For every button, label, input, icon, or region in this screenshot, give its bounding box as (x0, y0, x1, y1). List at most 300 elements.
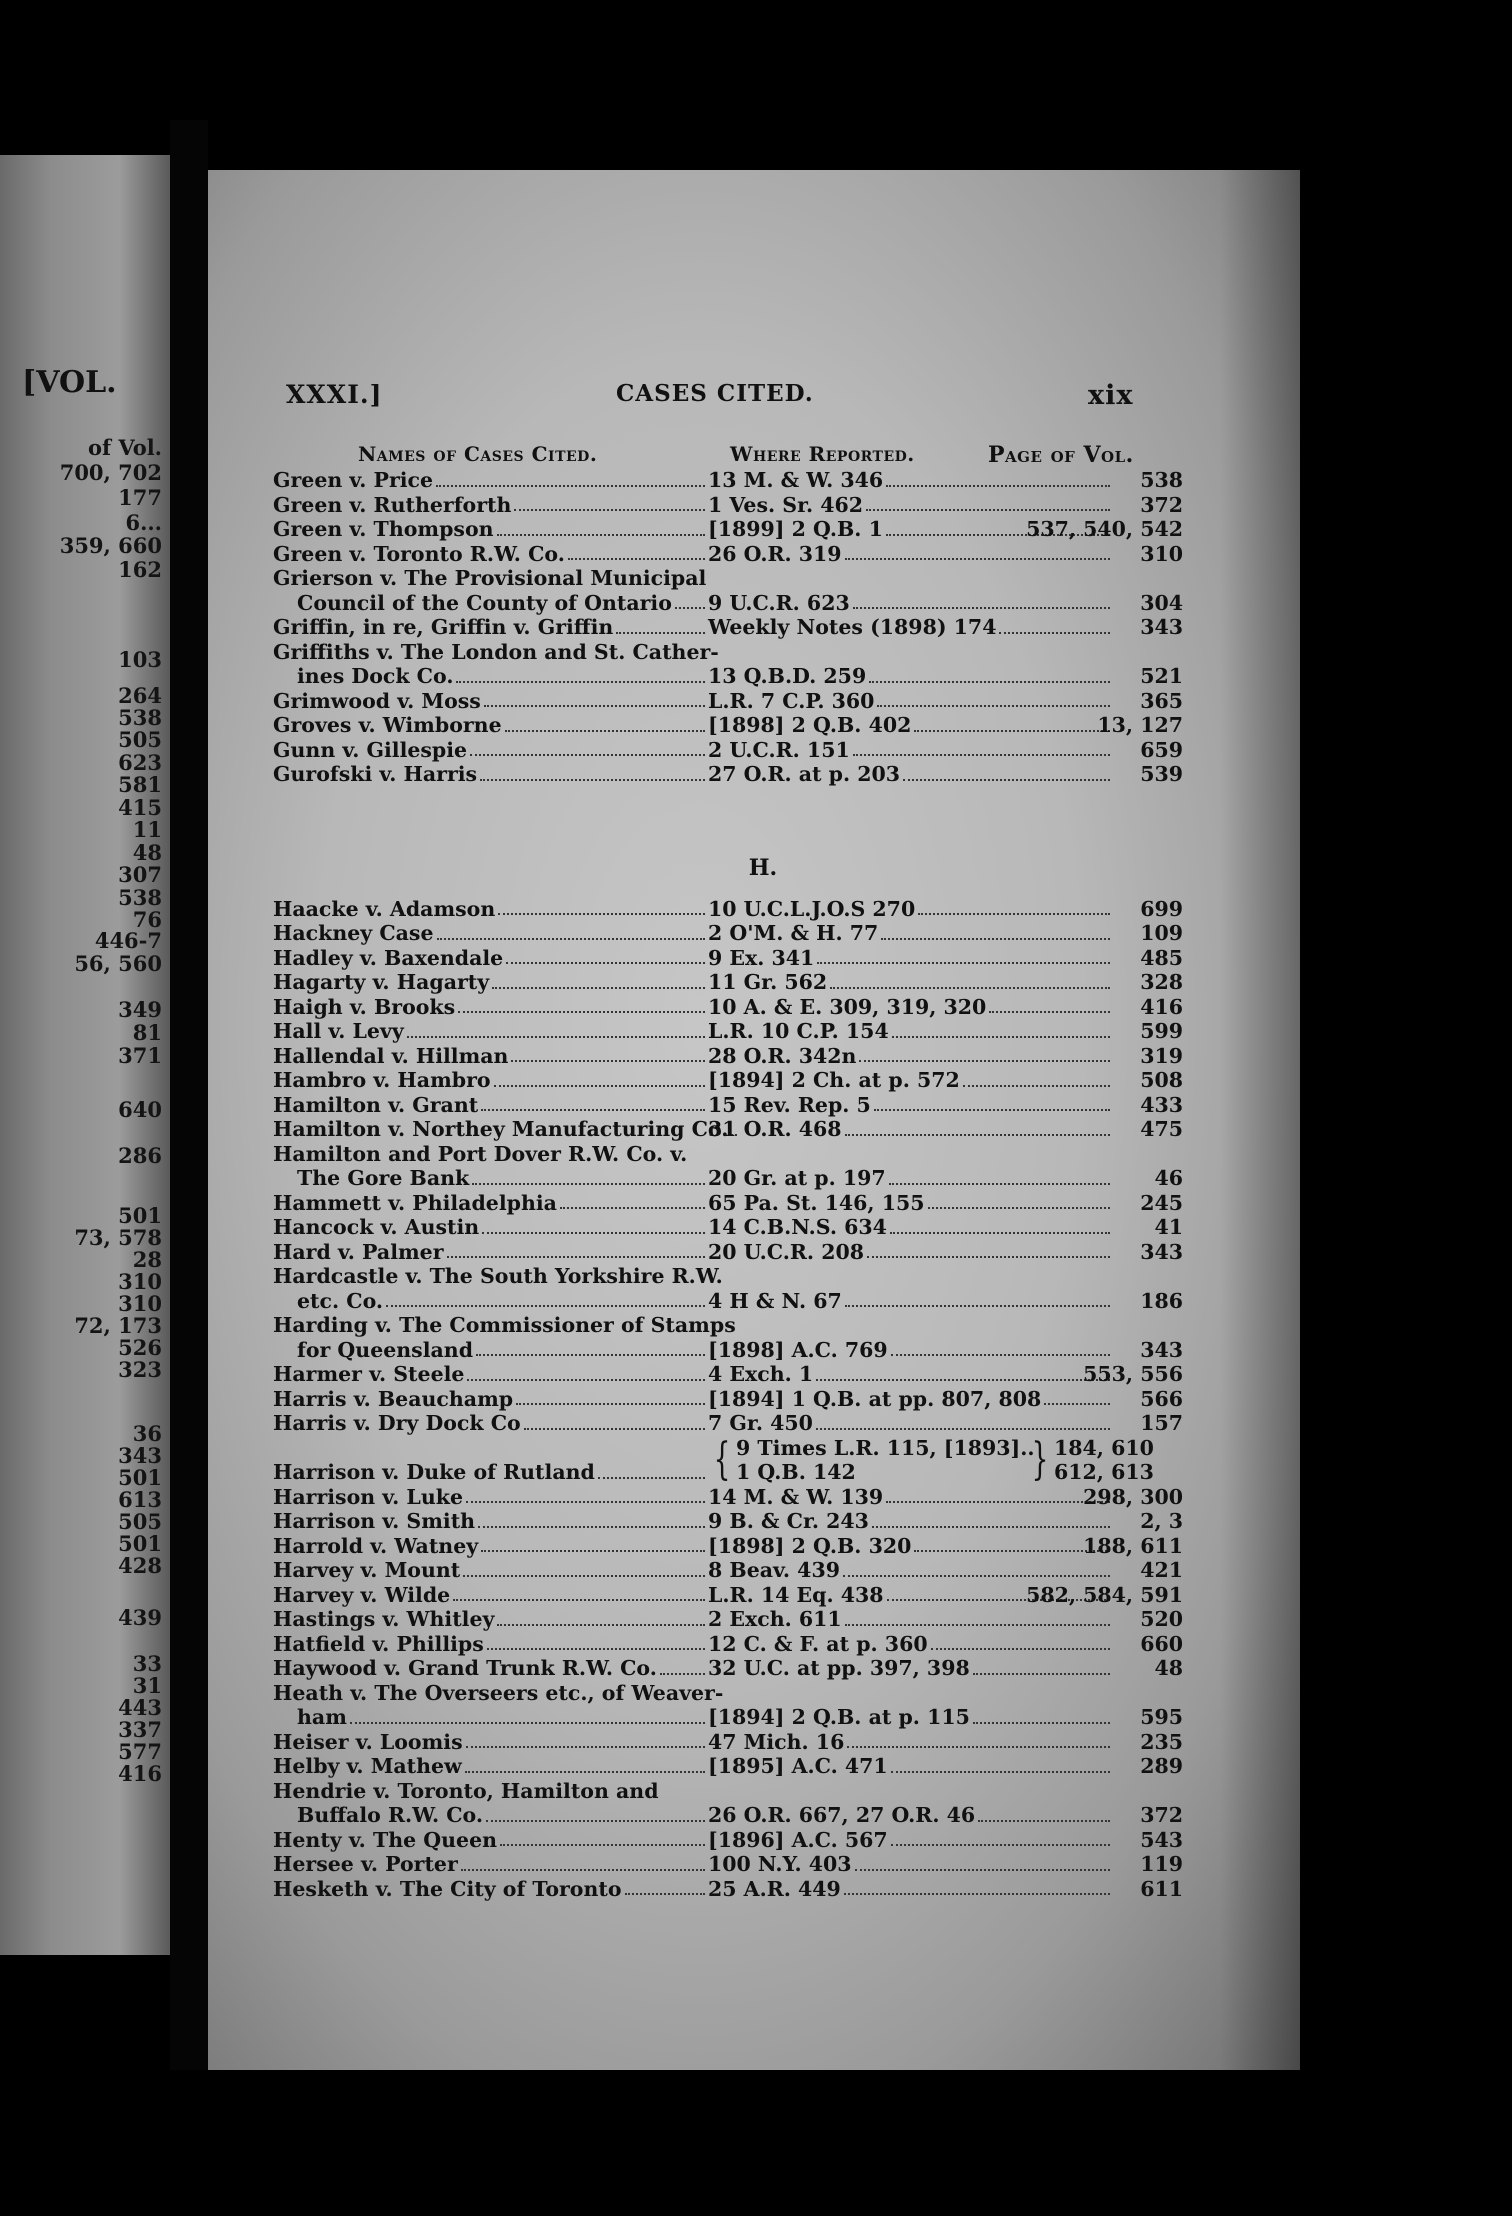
left-page-page-ref: 310 (118, 1291, 162, 1316)
case-name: Harvey v. Wilde (273, 1582, 451, 1607)
left-page-header: [VOL. (22, 365, 117, 400)
case-entry (273, 1044, 1253, 1069)
dot-leader (914, 1550, 1110, 1552)
page-reference: 245 (1140, 1190, 1183, 1215)
page-reference: 485 (1140, 945, 1183, 970)
dot-leader (877, 705, 1110, 707)
dot-leader (560, 1207, 705, 1209)
dot-leader (816, 1428, 1110, 1430)
case-entry (273, 1264, 1253, 1313)
dot-leader (869, 681, 1110, 683)
citation: [1894] 1 Q.B. at pp. 807, 808 (708, 1386, 1042, 1411)
citation: 9 U.C.R. 623 (708, 590, 850, 615)
left-page-page-ref: 6... (125, 510, 162, 535)
page-reference: 310 (1140, 541, 1183, 566)
left-page-page-ref: 623 (118, 750, 162, 775)
left-page-page-ref: 323 (118, 1357, 162, 1382)
right-page (208, 170, 1300, 2070)
dot-leader (511, 1060, 705, 1062)
left-page-page-ref: 56, 560 (74, 951, 162, 976)
case-name: Hatfield v. Phillips (273, 1631, 484, 1656)
citation: L.R. 7 C.P. 360 (708, 688, 875, 713)
column-header-page: Page of Vol. (988, 442, 1134, 468)
dot-leader (498, 913, 705, 915)
page-reference: 109 (1140, 921, 1183, 945)
citation: 1 Ves. Sr. 462 (708, 492, 864, 517)
dot-leader (890, 1232, 1110, 1234)
case-name: Griffin, in re, Griffin v. Griffin (273, 615, 614, 639)
dot-leader (914, 730, 1110, 732)
dot-leader (886, 485, 1110, 487)
case-name: Haywood v. Grand Trunk R.W. Co. (273, 1656, 657, 1680)
citation: 7 Gr. 450 (708, 1411, 813, 1435)
dot-leader (853, 607, 1110, 609)
case-entry (273, 1191, 1253, 1216)
case-entry (273, 1411, 1253, 1436)
dot-leader (437, 938, 705, 940)
case-name: Helby v. Mathew (273, 1754, 462, 1778)
dot-leader (892, 1036, 1110, 1038)
case-name: for Queensland (297, 1337, 474, 1362)
page-reference: 319 (1140, 1043, 1183, 1068)
dot-leader (625, 1893, 705, 1895)
case-name: Haacke v. Adamson (273, 896, 496, 921)
dot-leader (465, 1771, 705, 1773)
left-page-page-ref: 371 (118, 1043, 162, 1068)
left-page-page-ref: 640 (118, 1097, 162, 1122)
dot-leader (453, 1599, 705, 1601)
citation: 2 U.C.R. 151 (708, 737, 850, 762)
page-reference: 521 (1140, 664, 1183, 688)
case-entry (273, 1632, 1253, 1657)
page-reference: 582, 584, 591 (1026, 1582, 1183, 1607)
citation: 13 Q.B.D. 259 (708, 664, 867, 688)
page-reference: 611 (1140, 1876, 1183, 1901)
dot-leader (844, 1893, 1110, 1895)
case-list (273, 468, 1253, 1901)
dot-leader (470, 754, 705, 756)
case-name: Heath v. The Overseers etc., of Weaver- (273, 1680, 724, 1705)
citation: [1896] A.C. 567 (708, 1827, 888, 1852)
left-page-page-ref: 264 (118, 683, 162, 708)
dot-leader (500, 1844, 705, 1846)
dot-leader (843, 1575, 1110, 1577)
page-reference: 41 (1154, 1215, 1183, 1239)
case-entry (273, 517, 1253, 542)
dot-leader (497, 1624, 705, 1626)
dot-leader (467, 1379, 705, 1381)
dot-leader (889, 1183, 1110, 1185)
dot-leader (505, 730, 705, 732)
dot-leader (487, 1648, 705, 1650)
page-reference: 289 (1140, 1754, 1183, 1778)
case-name: Hard v. Palmer (273, 1239, 444, 1264)
citation: 11 Gr. 562 (708, 970, 828, 994)
case-entry (273, 762, 1253, 787)
citation: 65 Pa. St. 146, 155 (708, 1190, 925, 1215)
page-reference: 566 (1140, 1386, 1183, 1411)
citation: 47 Mich. 16 (708, 1729, 845, 1754)
left-page-page-ref: 76 (132, 907, 162, 932)
section-letter-h: H. (748, 854, 778, 881)
page-reference: 46 (1154, 1166, 1183, 1190)
case-entry (273, 1828, 1253, 1853)
dot-leader (891, 1354, 1110, 1356)
left-page-page-ref: 343 (118, 1443, 162, 1468)
case-entry (273, 946, 1253, 971)
left-page-page-ref: 526 (118, 1335, 162, 1360)
citation: 20 Gr. at p. 197 (708, 1166, 886, 1190)
left-page-page-ref: 286 (118, 1143, 162, 1168)
page-reference: 475 (1140, 1117, 1183, 1141)
citation: 2 Exch. 611 (708, 1607, 842, 1631)
case-entry (273, 713, 1253, 738)
dot-leader (931, 1648, 1110, 1650)
dot-leader (1044, 1403, 1110, 1405)
case-name: Hackney Case (273, 921, 434, 945)
dot-leader (891, 1771, 1110, 1773)
dot-leader (999, 632, 1110, 634)
dot-leader (989, 1011, 1110, 1013)
left-page-page-ref: 613 (118, 1487, 162, 1512)
case-name: Hall v. Levy (273, 1019, 404, 1043)
page-reference: 538 (1140, 468, 1183, 492)
page-reference: 186 (1140, 1288, 1183, 1313)
left-page-page-ref: 310 (118, 1269, 162, 1294)
citation: 10 A. & E. 309, 319, 320 (708, 994, 987, 1019)
dot-leader (386, 1305, 705, 1307)
dot-leader (407, 1036, 705, 1038)
case-name: Heiser v. Loomis (273, 1729, 463, 1754)
left-page-page-ref: 538 (118, 885, 162, 910)
page-ref-line-1: 184, 610 (1054, 1435, 1154, 1460)
left-page-page-ref: 505 (118, 1509, 162, 1534)
citation: 15 Rev. Rep. 5 (708, 1092, 871, 1117)
case-name: Grierson v. The Provisional Municipal (273, 566, 707, 590)
column-header-names: Names of Cases Cited. (358, 442, 598, 466)
page-reference: 235 (1140, 1729, 1183, 1754)
case-name: Hambro v. Hambro (273, 1068, 491, 1092)
citation: 2 O'M. & H. 77 (708, 921, 879, 945)
page-reference: 304 (1140, 590, 1183, 615)
case-entry (273, 640, 1253, 689)
citation-line-1: 9 Times L.R. 115, [1893].. (736, 1435, 1035, 1460)
case-name: Groves v. Wimborne (273, 713, 502, 737)
left-page-page-ref: 11 (132, 817, 162, 842)
case-name: Hesketh v. The City of Toronto (273, 1876, 622, 1901)
volume-number: XXXI.] (286, 380, 383, 409)
case-entry (273, 542, 1253, 567)
case-name: Harvey v. Mount (273, 1558, 461, 1582)
dot-leader (350, 1722, 705, 1724)
citation: [1898] A.C. 769 (708, 1337, 888, 1362)
page-reference: 343 (1140, 615, 1183, 639)
case-name: Hadley v. Baxendale (273, 945, 504, 970)
case-entry (273, 1093, 1253, 1118)
left-page-page-ref: 443 (118, 1695, 162, 1720)
left-page-page-ref: 359, 660 (59, 533, 162, 558)
page-reference: 543 (1140, 1827, 1183, 1852)
citation: 13 M. & W. 346 (708, 468, 884, 492)
dot-leader (482, 1232, 705, 1234)
page-reference: 537, 540, 542 (1026, 517, 1183, 541)
left-page-page-ref: 48 (132, 840, 162, 865)
citation-line-2: 1 Q.B. 142 (736, 1460, 856, 1484)
left-page-page-ref: 446-7 (94, 928, 162, 953)
case-name: Hagarty v. Hagarty (273, 970, 490, 994)
left-page-page-ref: 428 (118, 1553, 162, 1578)
book-gutter (170, 120, 208, 2070)
case-entry-harrison-rutland (273, 1436, 1253, 1485)
dot-leader (616, 632, 705, 634)
dot-leader (568, 558, 705, 560)
page-reference: 343 (1140, 1239, 1183, 1264)
left-page-page-ref: 36 (132, 1421, 162, 1446)
dot-leader (855, 1869, 1110, 1871)
left-page-page-ref: 538 (118, 705, 162, 730)
case-entry (273, 1215, 1253, 1240)
dot-leader (853, 754, 1110, 756)
citation: Weekly Notes (1898) 174 (708, 615, 997, 639)
dot-leader (456, 681, 705, 683)
citation: 10 U.C.L.J.O.S 270 (708, 896, 916, 921)
case-entry (273, 1681, 1253, 1730)
citation: L.R. 10 C.P. 154 (708, 1019, 889, 1043)
citation: L.R. 14 Eq. 438 (708, 1582, 884, 1607)
dot-leader (481, 1550, 705, 1552)
dot-leader (845, 1134, 1110, 1136)
case-name: Hersee v. Porter (273, 1852, 458, 1876)
page-reference: 699 (1140, 896, 1183, 921)
left-page-page-ref: 501 (118, 1203, 162, 1228)
page-reference: 520 (1140, 1607, 1183, 1631)
left-page-page-ref: 81 (132, 1020, 162, 1045)
case-entry (273, 493, 1253, 518)
case-entry (273, 1313, 1253, 1362)
page-reference: 2, 3 (1140, 1509, 1183, 1533)
case-entry (273, 1558, 1253, 1583)
dot-leader (461, 1869, 705, 1871)
page-reference: 421 (1140, 1558, 1183, 1582)
brace-left: { (713, 1434, 731, 1485)
dot-leader (484, 705, 705, 707)
page-reference: 372 (1140, 1803, 1183, 1827)
case-entry (273, 689, 1253, 714)
left-page-page-ref: 501 (118, 1531, 162, 1556)
page-ref-line-2: 612, 613 (1054, 1460, 1154, 1484)
dot-leader (463, 1575, 705, 1577)
dot-leader (497, 534, 705, 536)
case-name: Hastings v. Whitley (273, 1607, 495, 1631)
page-reference: 659 (1140, 737, 1183, 762)
case-entry (273, 1117, 1253, 1142)
left-page-page-ref: 31 (132, 1673, 162, 1698)
dot-leader (845, 558, 1110, 560)
case-entry (273, 1509, 1253, 1534)
dot-leader (466, 1746, 705, 1748)
case-entry (273, 1019, 1253, 1044)
dot-leader (660, 1673, 705, 1675)
dot-leader (872, 1526, 1110, 1528)
left-page-page-ref: 505 (118, 727, 162, 752)
dot-leader (492, 987, 705, 989)
dot-leader (480, 779, 705, 781)
page-reference: 599 (1140, 1019, 1183, 1043)
case-entry (273, 1387, 1253, 1412)
running-title: CASES CITED. (616, 380, 814, 407)
dot-leader (494, 1085, 705, 1087)
case-name: Harrison v. Duke of Rutland (273, 1460, 595, 1484)
dot-leader (847, 1746, 1110, 1748)
case-entry (273, 970, 1253, 995)
case-name: etc. Co. (297, 1288, 384, 1313)
page-reference: 13, 127 (1097, 713, 1183, 737)
dot-leader (886, 1501, 1110, 1503)
case-name: Harding v. The Commissioner of Stamps (273, 1313, 736, 1337)
left-page-page-ref: 416 (118, 1761, 162, 1786)
case-entry (273, 1656, 1253, 1681)
section-gap (273, 787, 1253, 839)
brace-right: } (1031, 1434, 1049, 1485)
case-name: Hamilton v. Northey Manufacturing Co. (273, 1117, 729, 1141)
case-name: Buffalo R.W. Co. (297, 1803, 483, 1827)
page-reference: 539 (1140, 762, 1183, 786)
left-page-page-ref: 349 (118, 997, 162, 1022)
citation: [1894] 2 Ch. at p. 572 (708, 1068, 960, 1092)
dot-leader (866, 509, 1110, 511)
dot-leader (524, 1428, 705, 1430)
dot-leader (973, 1722, 1110, 1724)
case-name: Haigh v. Brooks (273, 994, 456, 1019)
case-name: Harris v. Dry Dock Co (273, 1411, 521, 1435)
page-reference: 433 (1140, 1092, 1183, 1117)
left-page-page-ref: 581 (118, 772, 162, 797)
left-page-page-ref: of Vol. (87, 435, 162, 460)
citation: 4 H & N. 67 (708, 1288, 842, 1313)
page-reference: 508 (1140, 1068, 1183, 1092)
case-name: Griffiths v. The London and St. Cather- (273, 639, 719, 664)
dot-leader (845, 1305, 1110, 1307)
dot-leader (447, 1256, 705, 1258)
dot-leader (903, 779, 1110, 781)
case-name: Gunn v. Gillespie (273, 737, 468, 762)
case-group-h-continued (273, 1485, 1253, 1902)
left-page-page-ref: 577 (118, 1739, 162, 1764)
citation: 8 Beav. 439 (708, 1558, 840, 1582)
left-page-page-ref: 439 (118, 1605, 162, 1630)
page-number: xix (1088, 380, 1134, 411)
page-reference: 660 (1140, 1631, 1183, 1656)
left-page-page-ref: 337 (118, 1717, 162, 1742)
case-entry (273, 1142, 1253, 1191)
case-name: Henty v. The Queen (273, 1827, 498, 1852)
page-reference: 365 (1140, 688, 1183, 713)
citation: 14 C.B.N.S. 634 (708, 1215, 887, 1239)
case-name: The Gore Bank (297, 1166, 470, 1190)
citation: [1895] A.C. 471 (708, 1754, 888, 1778)
left-page-page-ref: 33 (132, 1651, 162, 1676)
case-name: Hallendal v. Hillman (273, 1043, 509, 1068)
dot-leader (458, 1011, 705, 1013)
page-reference: 416 (1140, 994, 1183, 1019)
case-name: Harrison v. Luke (273, 1484, 463, 1509)
citation: 12 C. & F. at p. 360 (708, 1631, 928, 1656)
left-page-fragment (0, 155, 170, 1955)
citation: 28 O.R. 342n (708, 1043, 857, 1068)
citation: [1898] 2 Q.B. 320 (708, 1533, 912, 1558)
citation: 9 Ex. 341 (708, 945, 815, 970)
citation: 20 U.C.R. 208 (708, 1239, 864, 1264)
dot-leader (963, 1085, 1110, 1087)
page-reference: 48 (1154, 1656, 1183, 1680)
case-name: Hamilton and Port Dover R.W. Co. v. (273, 1141, 688, 1166)
dot-leader (675, 607, 705, 609)
page-reference: 372 (1140, 492, 1183, 517)
case-name: Harris v. Beauchamp (273, 1386, 514, 1411)
case-entry (273, 1362, 1253, 1387)
dot-leader (472, 1183, 705, 1185)
case-name: Hancock v. Austin (273, 1215, 480, 1239)
dot-leader (516, 1403, 705, 1405)
case-entry (273, 921, 1253, 946)
page-reference: 343 (1140, 1337, 1183, 1362)
citation: 32 U.C. at pp. 397, 398 (708, 1656, 970, 1680)
case-entry (273, 1607, 1253, 1632)
page-reference: 328 (1140, 970, 1183, 994)
case-name: Harrold v. Watney (273, 1533, 479, 1558)
citation: 4 Exch. 1 (708, 1362, 814, 1386)
case-name: Hamilton v. Grant (273, 1092, 479, 1117)
case-name: ines Dock Co. (297, 664, 454, 688)
left-page-page-ref: 700, 702 (59, 460, 162, 485)
left-page-page-ref: 501 (118, 1465, 162, 1490)
case-name: Gurofski v. Harris (273, 762, 478, 786)
dot-leader (466, 1501, 705, 1503)
case-entry (273, 1583, 1253, 1608)
case-name: Harrison v. Smith (273, 1509, 476, 1533)
left-page-page-ref: 28 (132, 1247, 162, 1272)
case-name: Harmer v. Steele (273, 1362, 465, 1386)
citation: 26 O.R. 667, 27 O.R. 46 (708, 1803, 976, 1827)
left-page-page-ref: 177 (118, 485, 162, 510)
column-header-where-reported: Where Reported. (730, 442, 915, 466)
dot-leader (845, 1624, 1110, 1626)
citation: 14 M. & W. 139 (708, 1484, 884, 1509)
case-entry (273, 1240, 1253, 1265)
dot-leader (478, 1526, 705, 1528)
dot-leader (978, 1820, 1110, 1822)
case-entry (273, 615, 1253, 640)
case-entry (273, 1485, 1253, 1510)
citation: 31 O.R. 468 (708, 1117, 842, 1141)
case-entry (273, 1534, 1253, 1559)
left-page-page-ref: 162 (118, 557, 162, 582)
case-entry (273, 1754, 1253, 1779)
dot-leader (973, 1673, 1110, 1675)
case-name: Hammett v. Philadelphia (273, 1190, 557, 1215)
case-entry (273, 1779, 1253, 1828)
citation: 9 B. & Cr. 243 (708, 1509, 869, 1533)
citation: 100 N.Y. 403 (708, 1852, 852, 1876)
dot-leader (859, 1060, 1110, 1062)
dot-leader (867, 1256, 1110, 1258)
left-page-page-ref: 307 (118, 862, 162, 887)
case-group-g (273, 468, 1253, 787)
left-page-page-ref: 73, 578 (74, 1225, 162, 1250)
case-entry (273, 566, 1253, 615)
dot-leader (874, 1109, 1110, 1111)
case-group-h (273, 897, 1253, 1436)
